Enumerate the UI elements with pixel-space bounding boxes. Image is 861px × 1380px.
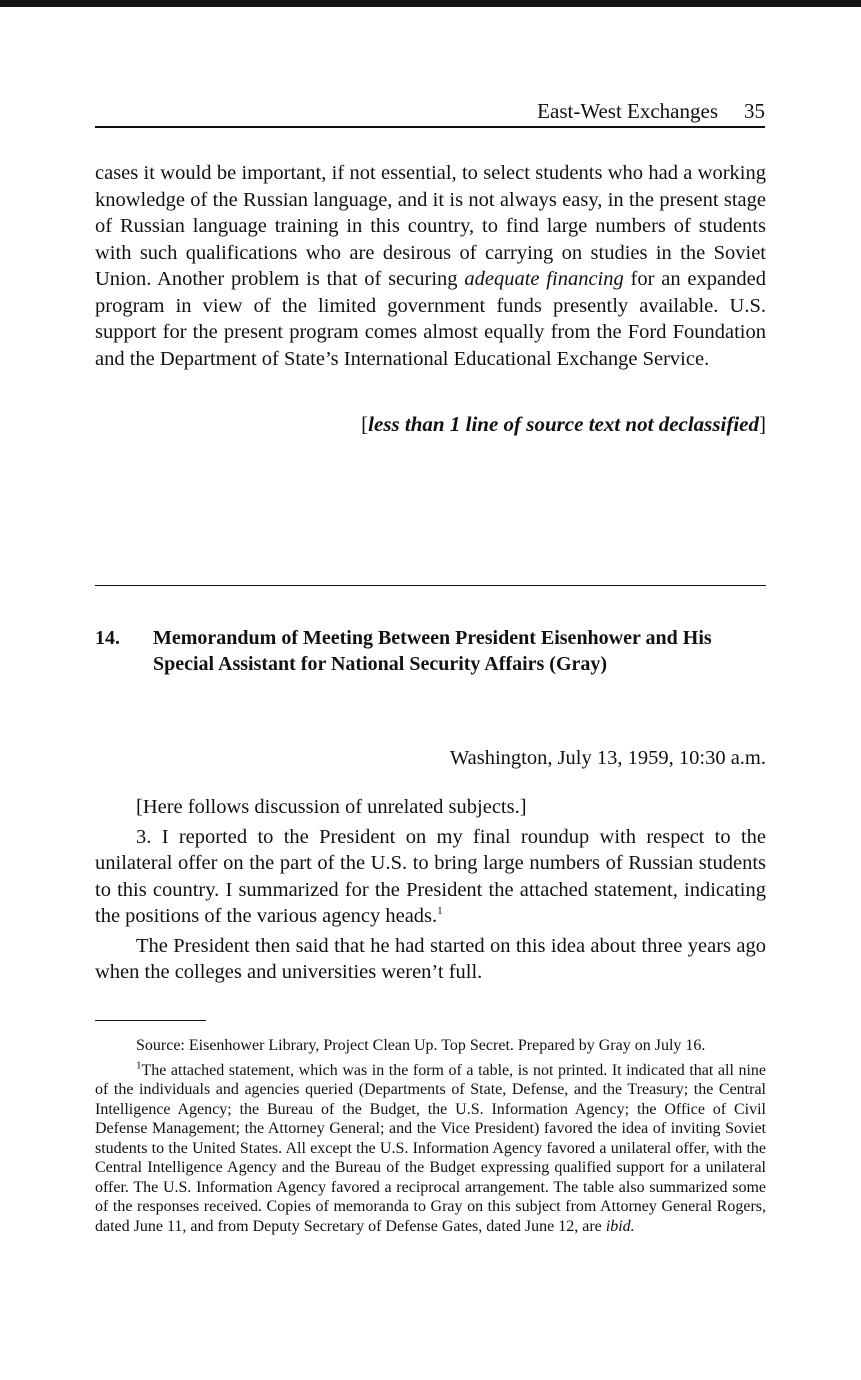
document-title: Memorandum of Meeting Between President Eisenhower and His Special Assistant for National Security Affairs (Gray) <box>153 627 712 675</box>
running-head <box>95 96 765 128</box>
footnote-1-marker: 1 <box>136 1059 142 1072</box>
footnote-marker: 1 <box>437 905 443 918</box>
footnote-divider <box>95 1020 206 1021</box>
source-note: Source: Eisenhower Library, Project Clean Up. Top Secret. Prepared by Gray on July 16. <box>136 1037 706 1054</box>
declassification-note <box>95 410 766 438</box>
document-dateline: Washington, July 13, 1959, 10:30 a.m. <box>449 747 766 769</box>
running-head-title: East-West Exchanges <box>537 99 718 123</box>
continuation-text-part2: for an expanded program in view of the limited government funds presently available. U.S. support for the present program comes almost equally from the Ford Foundation and the Department of State’s International Educational Exchange Service. <box>95 268 766 370</box>
continuation-paragraph <box>95 160 766 372</box>
footnote-1-ibid: ibid. <box>605 1217 635 1235</box>
section-divider <box>95 585 766 586</box>
body-paragraph: [Here follows discussion of unrelated subjects.] <box>136 796 527 818</box>
declass-close-bracket: ] <box>759 412 766 436</box>
body-paragraph <box>95 824 766 930</box>
declass-open-bracket: [ <box>361 412 369 436</box>
document-body <box>95 794 766 986</box>
scan-top-border <box>0 0 861 7</box>
body-paragraph: The President then said that he had started on this idea about three years ago when the colleges and universities weren’t full. <box>95 934 766 983</box>
body-paragraph-text: 3. I reported to the President on my final roundup with respect to the unilateral offer on the part of the U.S. to bring large numbers of Russian students to this country. I summarized for the President the attached statement, indicating the positions of the various agency heads. <box>95 825 766 927</box>
page-number: 35 <box>744 99 765 123</box>
footnote-1 <box>95 1061 766 1237</box>
footnote-1-text: The attached statement, which was in the form of a table, is not printed. It indicated that all nine of the individuals and agencies queried (Departments of State, Defense, and the Treasury; the Central Intelligence Agency; the Bureau of the Budget, the U.S. Information Agency; the Office of Civil Defense Management; the Attorney General; and the Vice President) favored the idea of inviting Soviet students to the United States. All except the U.S. Information Agency favored a unilateral offer, with the Central Intelligence Agency and the Bureau of the Budget expressing qualified support for a unilateral offer. The U.S. Information Agency favored a reciprocal arrangement. The table also summarized some of the responses received. Copies of memoranda to Gray on this subject from Attorney General Rogers, dated June 11, and from Deputy Secretary of Defense Gates, dated June 12, are <box>95 1061 766 1235</box>
document-number: 14. <box>95 627 120 649</box>
continuation-italic-phrase: adequate financing <box>464 268 624 290</box>
continuation-text-part1: cases it would be important, if not essential, to select students who had a working knowledge of the Russian language, and it is not always easy, in the present stage of Russian language training in this country, to find large numbers of students with such qualifications who are desirous of carrying on studies in the Soviet Union. Another problem is that of securing <box>95 162 766 290</box>
declass-text: less than 1 line of source text not declassified <box>368 412 759 436</box>
continuation-text <box>95 160 766 372</box>
footnotes <box>95 1036 766 1236</box>
